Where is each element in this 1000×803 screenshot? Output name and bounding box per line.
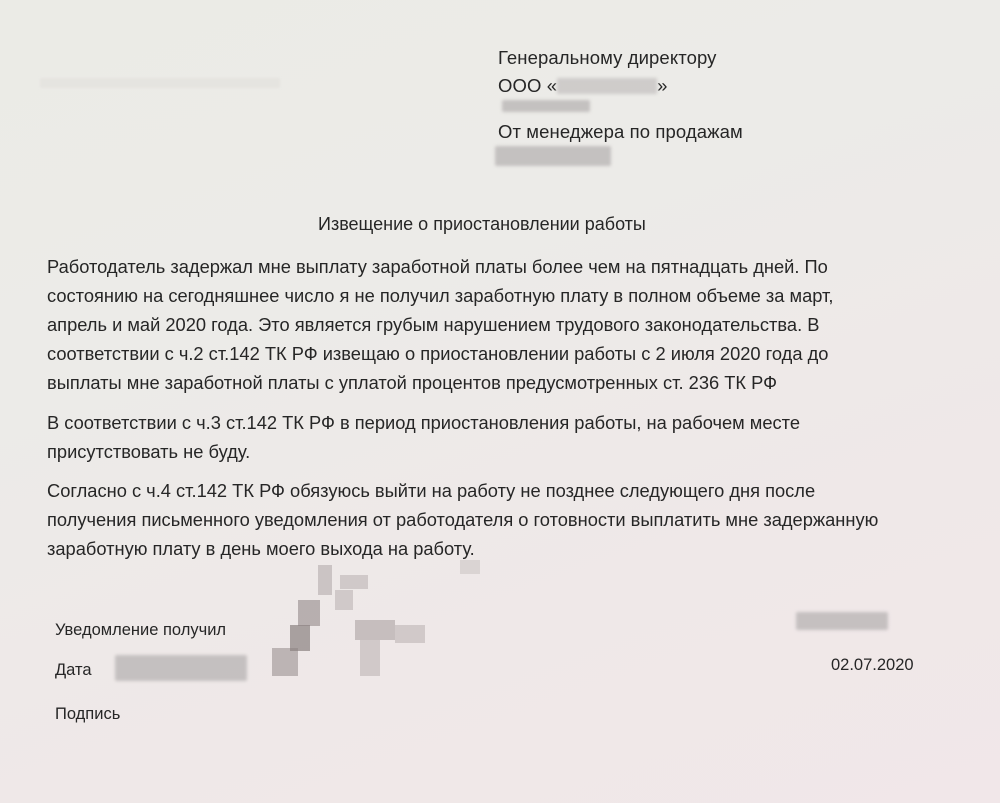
bleed-through-text <box>40 78 280 88</box>
company-suffix: » <box>657 75 668 96</box>
company-line <box>498 75 668 97</box>
document-title: Извещение о приостановлении работы <box>318 214 646 234</box>
paragraph-line: заработную плату в день моего выхода на работу. <box>47 538 475 559</box>
paragraph-line: Работодатель задержал мне выплату заработной платы более чем на пятнадцать дней. По <box>47 256 828 277</box>
date-label: Дата <box>55 661 92 679</box>
paragraph-line: В соответствии с ч.3 ст.142 ТК РФ в период приостановления работы, на рабочем месте <box>47 412 801 433</box>
paragraph-line: получения письменного уведомления от работодателя о готовности выплатить мне задержанную <box>47 509 879 530</box>
company-name-redacted <box>557 78 657 94</box>
signature-label: Подпись <box>55 705 121 723</box>
company-prefix: ООО « <box>498 75 558 96</box>
paragraph-line: Согласно с ч.4 ст.142 ТК РФ обязуюсь выйти на работу не позднее следующего дня после <box>47 480 816 501</box>
paragraph-1 <box>47 252 833 397</box>
paragraph-line: выплаты мне заработной платы с уплатой процентов предусмотренных ст. 236 ТК РФ <box>47 372 778 393</box>
paragraph-line: состоянию на сегодняшнее число я не получил заработную плату в полном объеме за март, <box>47 285 834 306</box>
received-label: Уведомление получил <box>55 621 227 639</box>
redacted-sender-name <box>495 146 611 166</box>
document-date: 02.07.2020 <box>831 656 914 674</box>
paragraph-3 <box>47 476 878 563</box>
paragraph-line: присутствовать не буду. <box>47 441 251 462</box>
paragraph-line: апрель и май 2020 года. Это является грубым нарушением трудового законодательства. В <box>47 314 820 335</box>
sender-line: От менеджера по продажам <box>498 121 743 142</box>
redacted-sender-signature <box>796 612 888 630</box>
redacted-address <box>502 100 590 112</box>
paragraph-2 <box>47 408 800 466</box>
redacted-date <box>115 655 247 681</box>
recipient-line: Генеральному директору <box>498 47 717 68</box>
paragraph-line: соответствии с ч.2 ст.142 ТК РФ извещаю о приостановлении работы с 2 июля 2020 года до <box>47 343 829 364</box>
